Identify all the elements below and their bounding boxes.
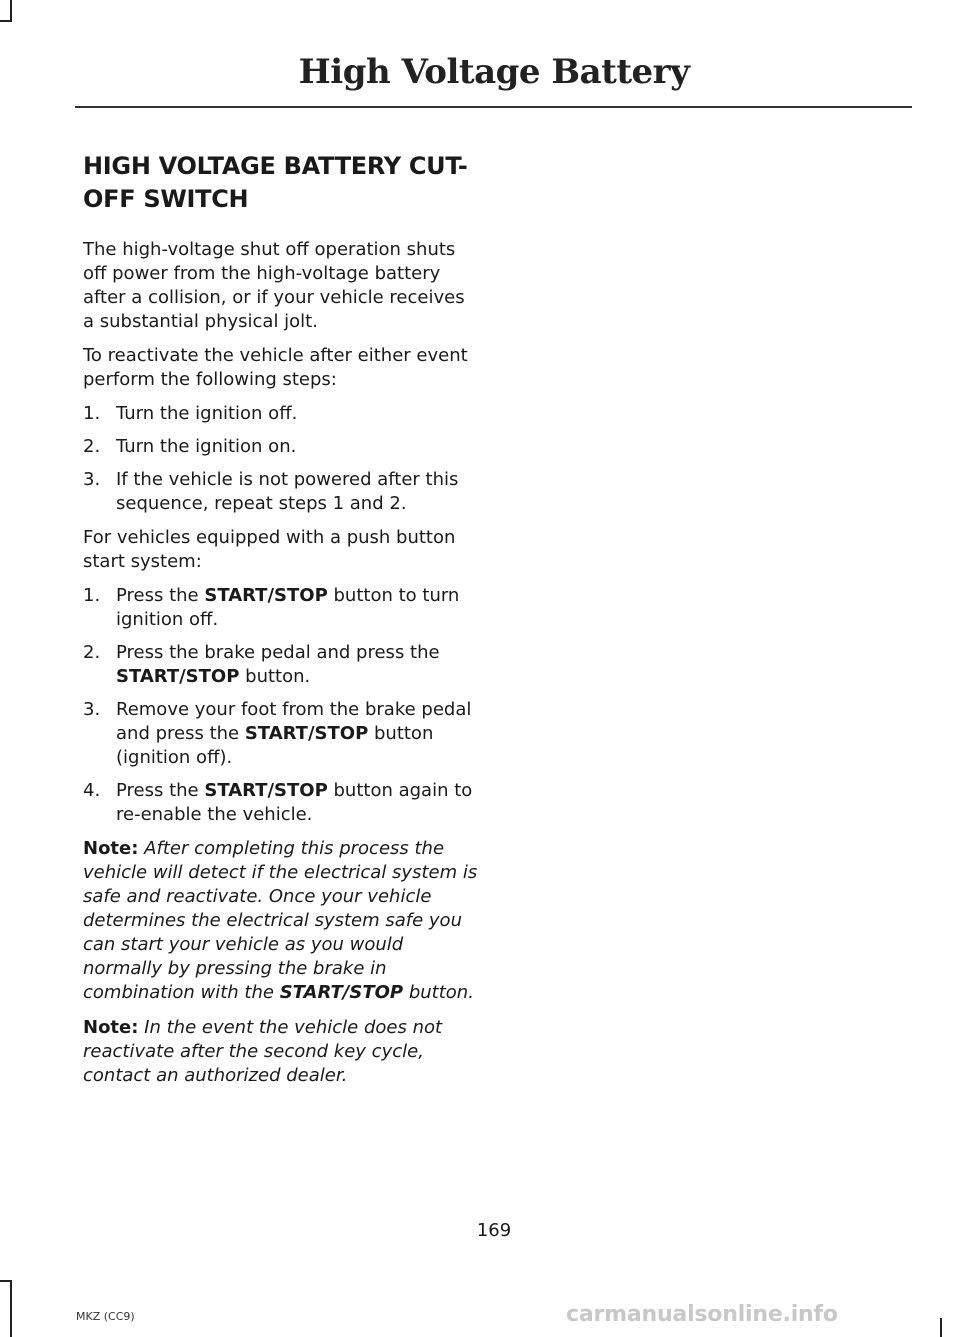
list-item bbox=[83, 402, 478, 426]
crop-mark bbox=[10, 0, 12, 22]
step-text-after: button (ignition off). bbox=[116, 723, 434, 768]
crop-mark bbox=[10, 1280, 12, 1337]
note-label: Note: bbox=[83, 838, 139, 859]
step-number: 2. bbox=[83, 436, 101, 457]
header-divider bbox=[75, 106, 912, 108]
crop-mark bbox=[0, 20, 12, 22]
reactivate-lead: To reactivate the vehicle after either event perform the following steps: bbox=[83, 345, 468, 390]
step-number: 1. bbox=[83, 585, 101, 606]
start-stop-label: START/STOP bbox=[116, 666, 240, 687]
watermark: carmanualsonline.info bbox=[566, 1302, 838, 1327]
step-number: 3. bbox=[83, 469, 101, 490]
step-text-after: button. bbox=[239, 666, 311, 687]
step-text-before: Press the bbox=[116, 780, 205, 801]
note-text: In the event the vehicle does not reactivate after the second key cycle, contact an authorized dealer. bbox=[83, 1017, 443, 1086]
note-dealer bbox=[83, 1016, 478, 1088]
note-text-after: button. bbox=[403, 982, 474, 1003]
push-button-steps bbox=[83, 584, 478, 827]
step-text: Turn the ignition on. bbox=[116, 436, 297, 457]
step-number: 4. bbox=[83, 780, 101, 801]
page-header-title: High Voltage Battery bbox=[298, 52, 690, 92]
push-button-lead: For vehicles equipped with a push button start system: bbox=[83, 527, 456, 572]
start-stop-label: START/STOP bbox=[279, 982, 404, 1003]
section-title: HIGH VOLTAGE BATTERY CUT-OFF SWITCH bbox=[83, 152, 468, 213]
list-item bbox=[83, 698, 478, 770]
note-text-before: After completing this process the vehicle will detect if the electrical system is safe and reactivate. Once your vehicle determines the electrical system safe you can start your vehicle as you would normally by pressing the brake in combination with the bbox=[83, 838, 478, 1003]
list-item bbox=[83, 641, 478, 689]
page-number: 169 bbox=[476, 1220, 512, 1241]
step-text-before: Press the bbox=[116, 585, 205, 606]
start-stop-label: START/STOP bbox=[244, 723, 369, 744]
step-text-after: button again to re-enable the vehicle. bbox=[116, 780, 473, 825]
step-number: 3. bbox=[83, 699, 101, 720]
list-item bbox=[83, 779, 478, 827]
start-stop-label: START/STOP bbox=[204, 585, 328, 606]
intro-paragraph: The high-voltage shut off operation shuts off power from the high-voltage battery after a collision, or if your vehicle receives a substantial physical jolt. bbox=[83, 239, 465, 332]
step-text-before: Press the brake pedal and press the bbox=[116, 642, 440, 663]
step-number: 2. bbox=[83, 642, 101, 663]
note-label: Note: bbox=[83, 1017, 139, 1038]
step-text: Turn the ignition off. bbox=[116, 403, 298, 424]
start-stop-label: START/STOP bbox=[204, 780, 328, 801]
crop-mark bbox=[0, 1280, 12, 1282]
step-text-before: Remove your foot from the brake pedal and press the bbox=[116, 699, 472, 744]
note-completion bbox=[83, 837, 478, 1005]
step-number: 1. bbox=[83, 403, 101, 424]
model-code: MKZ (CC9) bbox=[76, 1310, 135, 1323]
reactivation-steps bbox=[83, 402, 478, 516]
step-text: If the vehicle is not powered after this sequence, repeat steps 1 and 2. bbox=[116, 469, 459, 514]
list-item bbox=[83, 435, 478, 459]
crop-mark bbox=[940, 1318, 942, 1337]
list-item bbox=[83, 468, 478, 516]
list-item bbox=[83, 584, 478, 632]
step-text-after: button to turn ignition off. bbox=[116, 585, 460, 630]
main-content bbox=[83, 150, 478, 1099]
